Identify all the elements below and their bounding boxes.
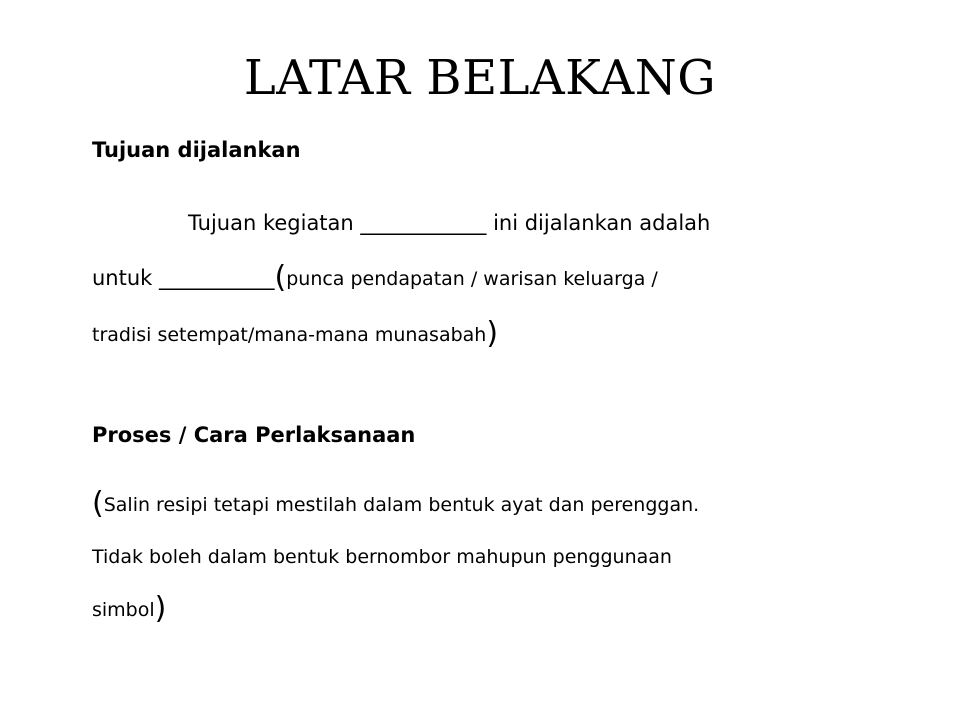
section-heading-proses: Proses / Cara Perlaksanaan — [92, 423, 416, 447]
paragraph-line: Tujuan kegiatan ____________ ini dijalankan adalah — [188, 211, 711, 235]
paragraph-line — [92, 478, 872, 531]
paragraph-line — [92, 583, 872, 636]
close-parenthesis: ) — [486, 316, 499, 351]
open-parenthesis: ( — [92, 486, 104, 521]
line-text: tradisi setempat/mana-mana munasabah — [92, 324, 487, 346]
paragraph-line: Tidak boleh dalam bentuk bernombor mahupun penggunaan — [92, 546, 672, 568]
line-text: untuk ___________ — [92, 266, 275, 290]
paragraph-line — [92, 307, 872, 363]
paragraph-line — [92, 251, 872, 307]
slide-title: LATAR BELAKANG — [243, 50, 717, 106]
open-parenthesis: ( — [274, 260, 287, 295]
paragraph-tujuan — [92, 196, 872, 363]
line-text: punca pendapatan / warisan keluarga / — [286, 268, 658, 290]
close-parenthesis: ) — [154, 591, 167, 626]
paragraph-proses — [92, 478, 872, 636]
line-text: Salin resipi tetapi mestilah dalam bentuk ayat dan perenggan. — [103, 494, 700, 516]
section-heading-tujuan: Tujuan dijalankan — [92, 138, 301, 162]
line-text: simbol — [92, 599, 155, 621]
